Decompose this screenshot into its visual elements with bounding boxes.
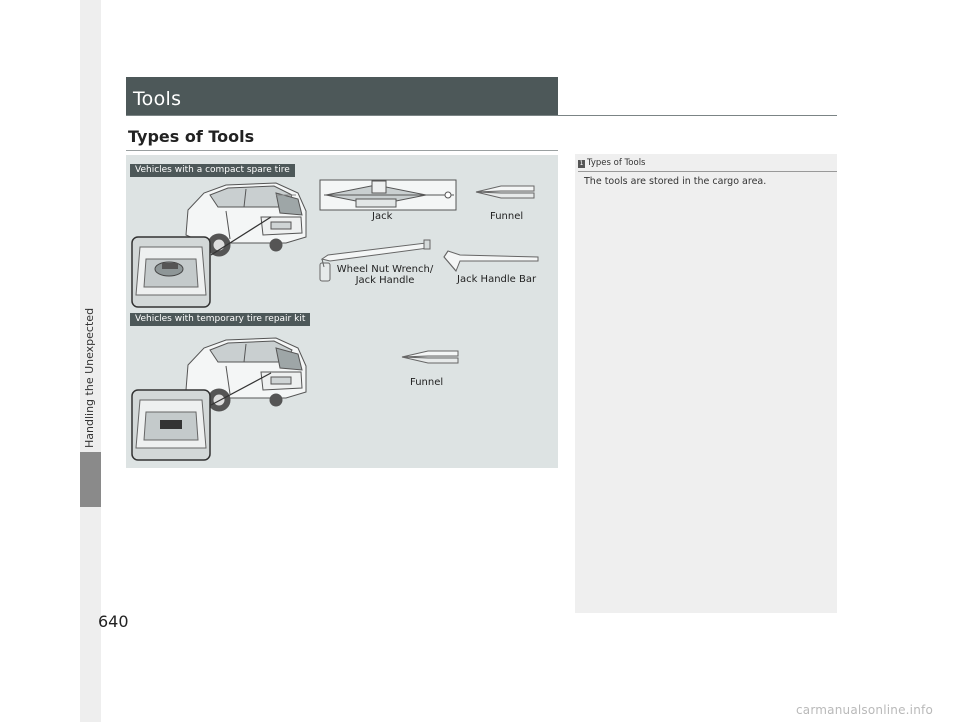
side-note-panel — [575, 154, 837, 613]
side-note-body: The tools are stored in the cargo area. — [584, 176, 767, 187]
cargo-area-inset-top — [132, 237, 210, 307]
chapter-label: Handling the Unexpected — [83, 307, 96, 448]
variant-badge-repair-kit: Vehicles with temporary tire repair kit — [130, 313, 310, 326]
page-number: 640 — [98, 612, 129, 631]
funnel-label-top: Funnel — [490, 211, 524, 222]
reference-mark-icon: 1 — [579, 160, 584, 167]
jack-label: Jack — [372, 211, 393, 222]
jack-handle-bar-label: Jack Handle Bar — [457, 274, 537, 285]
cargo-area-inset-bottom — [132, 390, 210, 460]
jack-handle-bar-illustration — [444, 251, 538, 271]
funnel-illustration-top — [476, 186, 534, 198]
chapter-tab-marker — [80, 452, 101, 507]
variant-badge-compact-spare: Vehicles with a compact spare tire — [130, 164, 295, 177]
section-divider — [126, 115, 837, 116]
subsection-title: Types of Tools — [128, 127, 255, 146]
funnel-label-bottom: Funnel — [410, 377, 444, 388]
wheel-nut-wrench-label-line1: Wheel Nut Wrench/ — [336, 264, 434, 275]
side-note-heading — [578, 158, 646, 168]
wheel-nut-wrench-label-line2: Jack Handle — [355, 275, 415, 286]
wheel-nut-wrench-label — [333, 264, 437, 286]
section-title: Tools — [133, 88, 182, 110]
side-note-heading-text: Types of Tools — [587, 158, 646, 168]
tools-illustration — [126, 155, 558, 468]
subsection-divider — [126, 150, 558, 151]
side-note-divider — [578, 171, 837, 172]
section-header-bar — [126, 77, 558, 115]
watermark: carmanualsonline.info — [796, 703, 933, 717]
tools-drawing — [126, 155, 558, 468]
jack-illustration — [320, 180, 456, 210]
funnel-illustration-bottom — [402, 351, 458, 363]
